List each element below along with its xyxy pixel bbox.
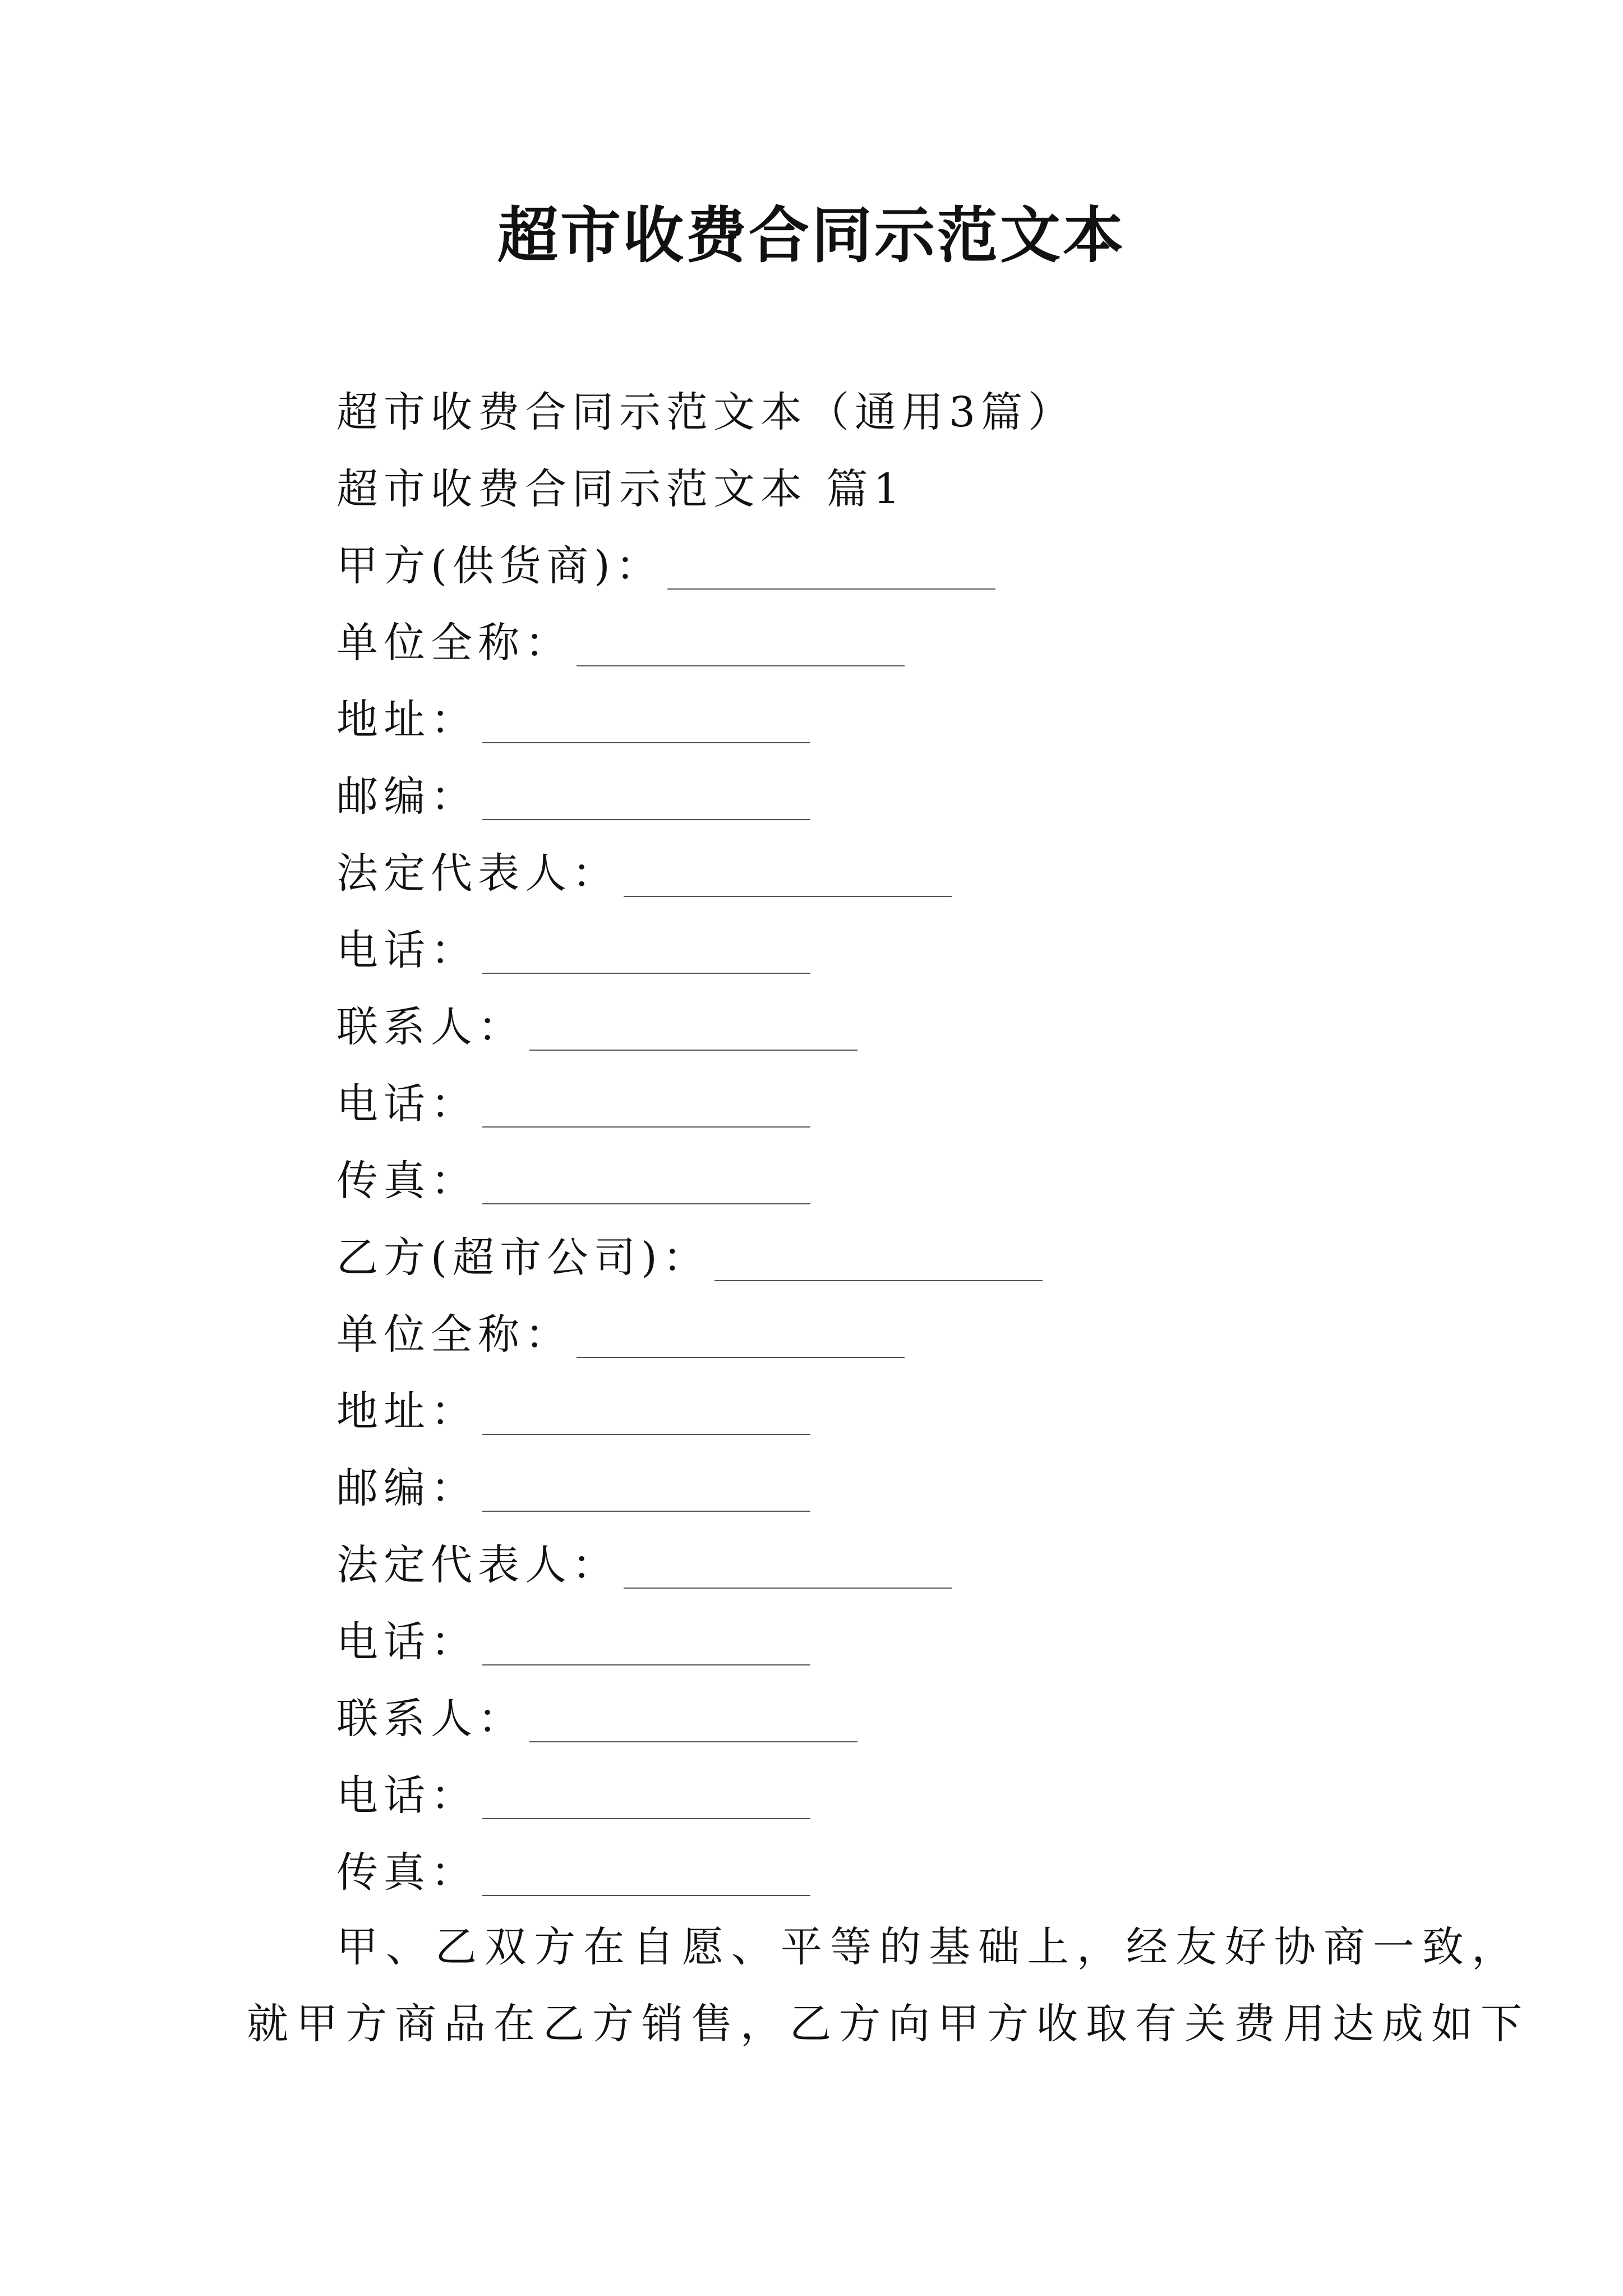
field-blank xyxy=(482,1623,810,1665)
field-blank xyxy=(482,931,810,974)
party-a-heading-label: 甲方(供货商)： xyxy=(336,541,663,590)
body-paragraph xyxy=(247,1909,1530,2063)
party-b-field-fax xyxy=(336,1830,1514,1907)
field-blank xyxy=(624,1546,952,1589)
field-label: 电话： xyxy=(336,1617,478,1666)
field-blank xyxy=(482,1777,810,1819)
party-a-field-phone-2 xyxy=(336,1062,1514,1139)
field-blank xyxy=(482,1392,810,1435)
party-b-field-address xyxy=(336,1369,1514,1446)
field-label: 地址： xyxy=(336,1387,478,1435)
field-label: 单位全称： xyxy=(336,618,572,667)
document-title: 超市收费合同示范文本 xyxy=(497,200,1126,271)
party-b-heading-label: 乙方(超市公司)： xyxy=(336,1233,710,1282)
field-label: 邮编： xyxy=(336,1464,478,1512)
party-b-field-full-name xyxy=(336,1292,1514,1369)
field-label: 传真： xyxy=(336,1156,478,1205)
field-blank xyxy=(482,1469,810,1512)
field-label: 法定代表人： xyxy=(336,1540,619,1589)
party-a-heading xyxy=(336,524,1514,601)
field-blank xyxy=(482,1162,810,1204)
party-a-field-phone xyxy=(336,908,1514,985)
field-label: 传真： xyxy=(336,1848,478,1897)
section-heading-text: 超市收费合同示范文本 篇1 xyxy=(336,464,906,513)
party-b-name-blank xyxy=(714,1239,1043,1281)
field-label: 联系人： xyxy=(336,1694,525,1743)
party-b-field-phone-2 xyxy=(336,1754,1514,1830)
subtitle xyxy=(336,370,1514,447)
party-a-field-address xyxy=(336,678,1514,754)
field-label: 电话： xyxy=(336,1079,478,1128)
field-blank xyxy=(529,1008,857,1051)
party-b-heading xyxy=(336,1216,1514,1292)
field-blank xyxy=(529,1700,857,1742)
party-a-field-fax xyxy=(336,1139,1514,1216)
party-b-field-contact xyxy=(336,1677,1514,1754)
field-blank xyxy=(482,701,810,743)
field-label: 联系人： xyxy=(336,1002,525,1051)
party-a-field-legal-rep xyxy=(336,831,1514,908)
field-blank xyxy=(482,1853,810,1896)
field-label: 电话： xyxy=(336,926,478,974)
field-blank xyxy=(482,1085,810,1128)
contract-header-lines xyxy=(336,370,1514,1907)
field-label: 单位全称： xyxy=(336,1310,572,1359)
paragraph-line-2: 就甲方商品在乙方销售，乙方向甲方收取有关费用达成如下 xyxy=(247,2000,1530,2048)
field-blank xyxy=(577,624,905,666)
party-b-field-postcode xyxy=(336,1446,1514,1523)
party-a-field-postcode xyxy=(336,754,1514,831)
field-blank xyxy=(482,777,810,820)
field-label: 邮编： xyxy=(336,772,478,821)
party-a-field-contact xyxy=(336,985,1514,1062)
field-label: 地址： xyxy=(336,695,478,744)
field-label: 法定代表人： xyxy=(336,849,619,898)
party-b-field-phone xyxy=(336,1600,1514,1677)
field-label: 电话： xyxy=(336,1771,478,1820)
field-blank xyxy=(624,854,952,897)
field-blank xyxy=(577,1315,905,1358)
paragraph-line-1: 甲、乙双方在自愿、平等的基础上，经友好协商一致， xyxy=(336,1923,1521,1971)
party-b-field-legal-rep xyxy=(336,1523,1514,1600)
section-heading xyxy=(336,447,1514,524)
subtitle-text: 超市收费合同示范文本（通用3篇） xyxy=(336,388,1076,436)
party-a-field-full-name xyxy=(336,601,1514,678)
party-a-name-blank xyxy=(667,547,995,590)
